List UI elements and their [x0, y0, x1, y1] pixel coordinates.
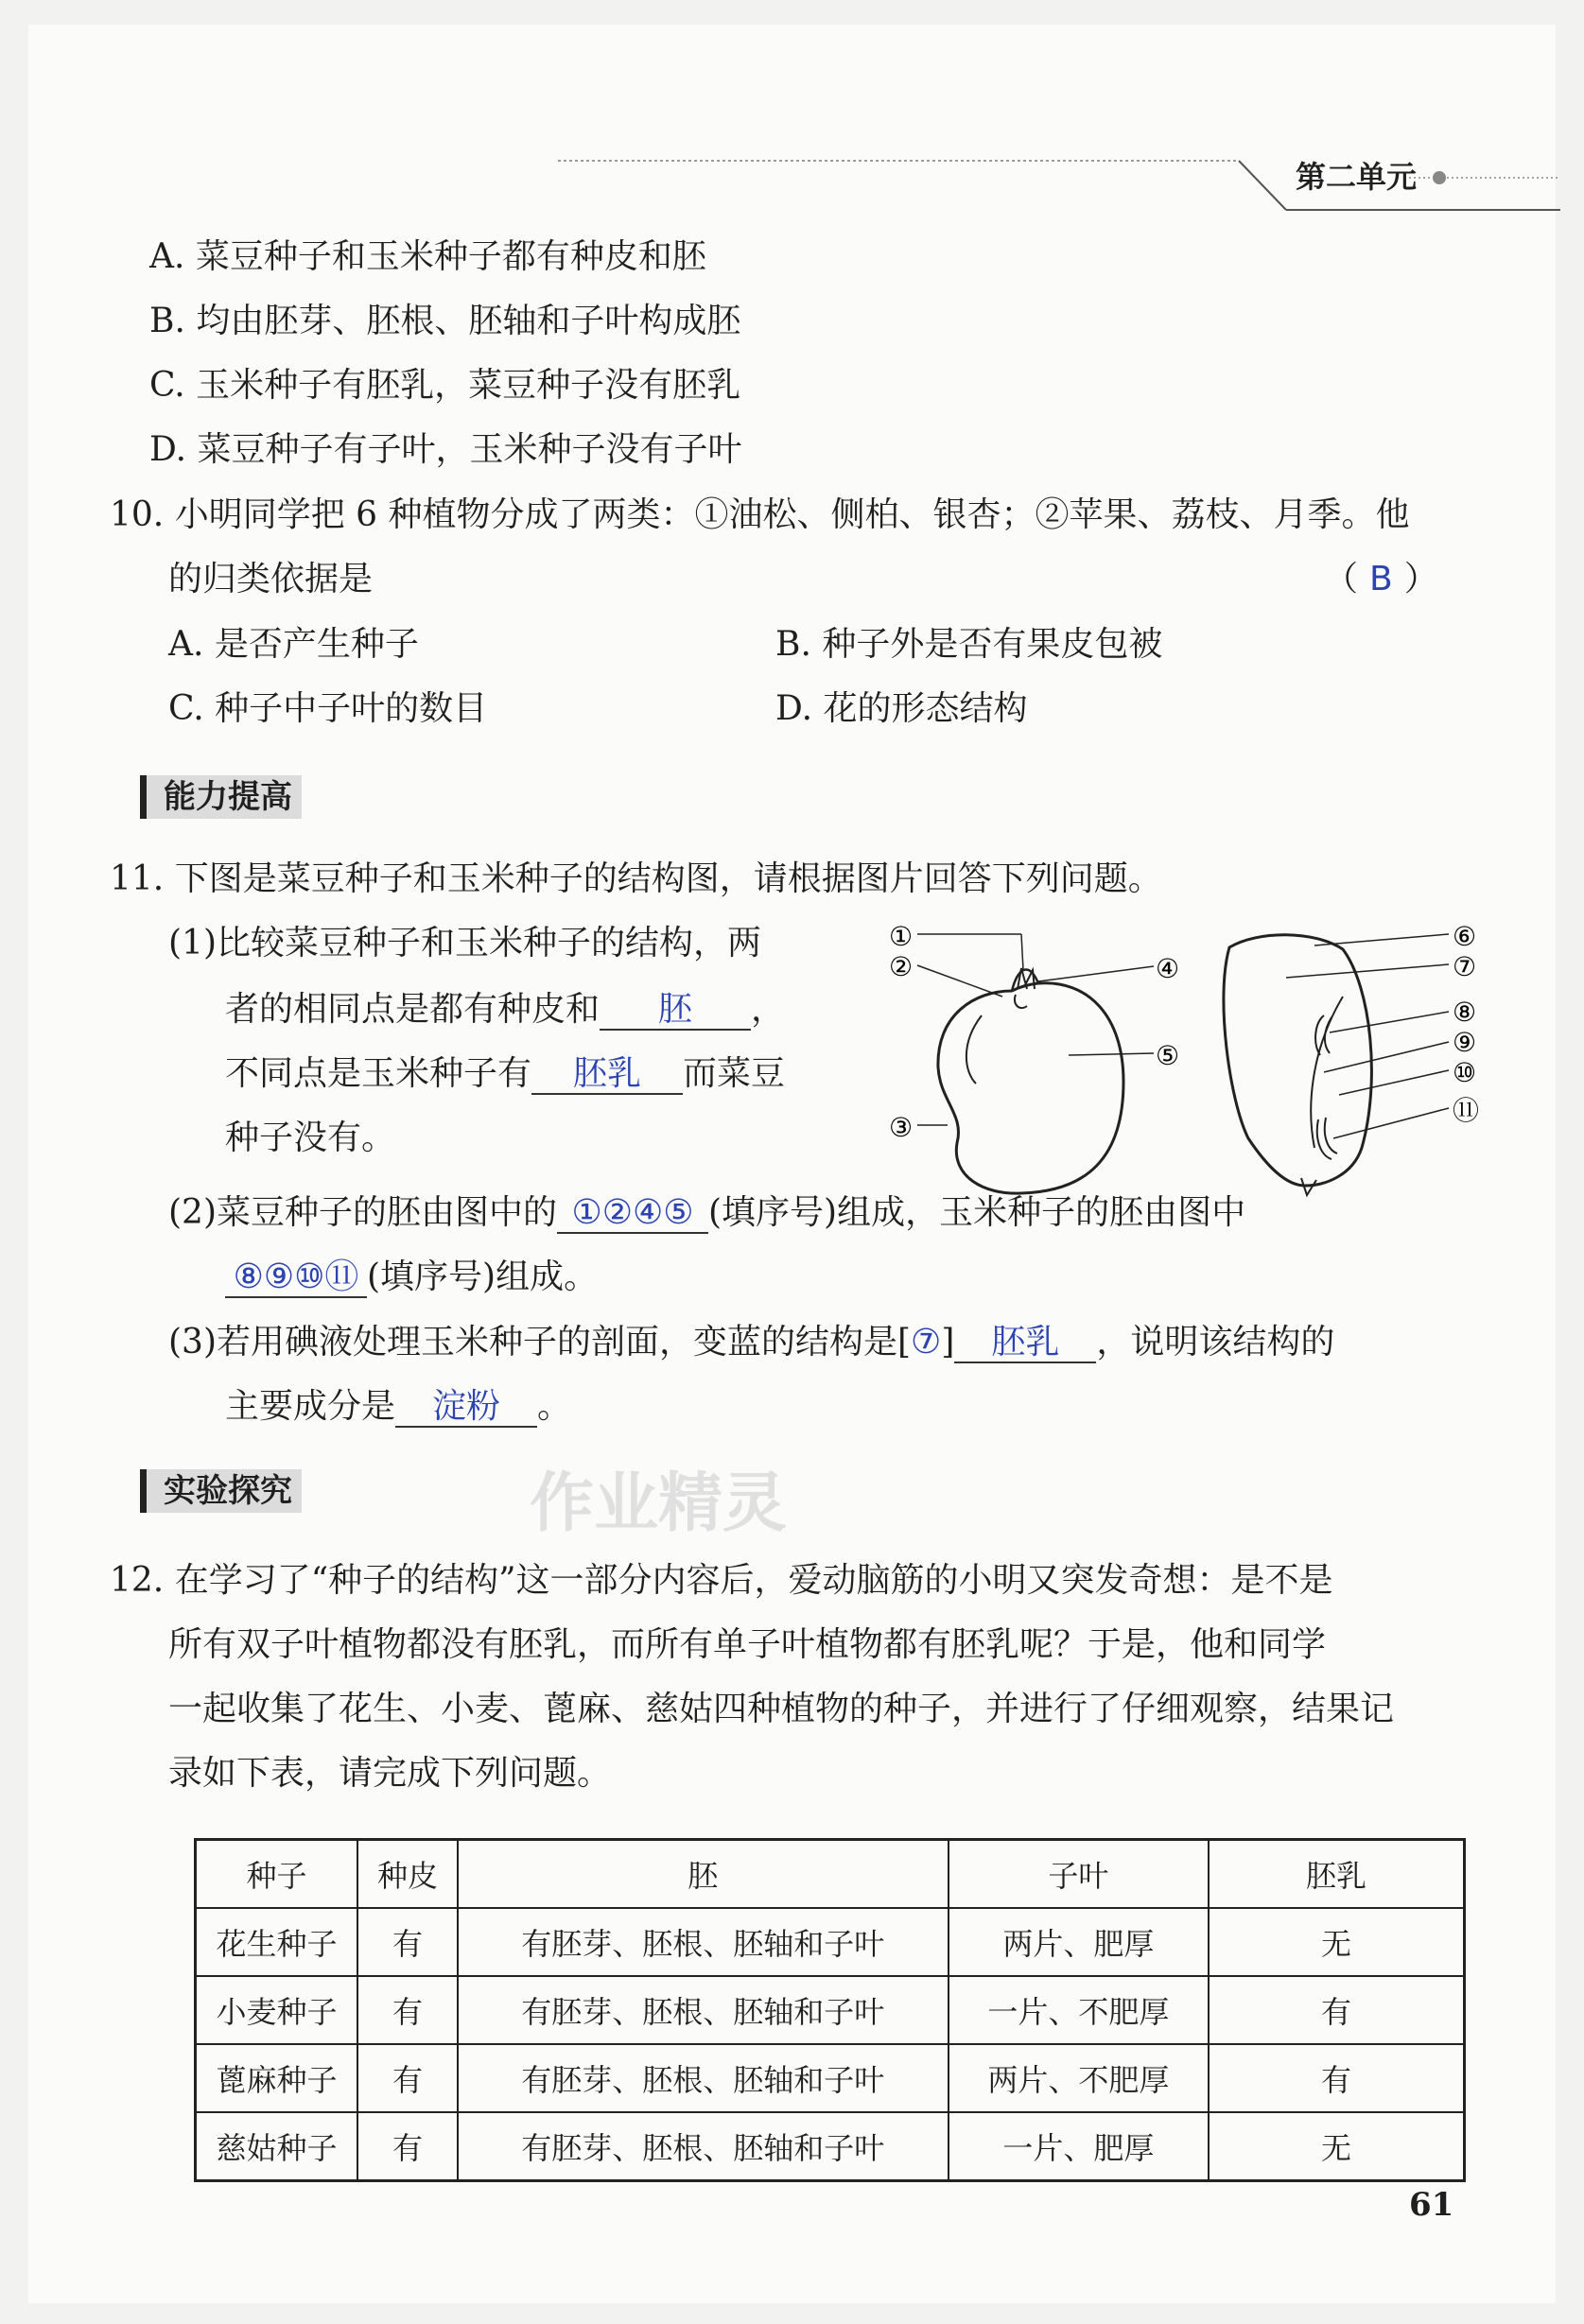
- q11-p1-line3: 不同点是玉米种子有 胚乳 而菜豆: [225, 1054, 786, 1093]
- fig-label-1: ①: [889, 921, 914, 952]
- table-cell: 一片、不肥厚: [949, 1976, 1209, 2044]
- fig-label-6: ⑥: [1453, 921, 1477, 952]
- fig-label-11: ⑪: [1453, 1095, 1480, 1126]
- table-cell: 有胚芽、胚根、胚轴和子叶: [458, 1976, 949, 2044]
- bean-seed-diagram: [917, 934, 1154, 1193]
- table-header: 胚: [458, 1840, 949, 1909]
- q11-answer-5: ⑦: [911, 1323, 942, 1361]
- q11-p2-line2: ⑧⑨⑩⑪ (填序号)组成。: [225, 1258, 598, 1298]
- section-experiment: 实验探究: [140, 1469, 302, 1513]
- q12-line3: 一起收集了花生、小麦、蓖麻、慈姑四种植物的种子，并进行了仔细观察，结果记: [168, 1690, 1395, 1728]
- q11-answer-7: 淀粉: [395, 1388, 537, 1428]
- fig-label-8: ⑧: [1453, 997, 1477, 1028]
- table-cell: 蓖麻种子: [196, 2044, 358, 2112]
- fig-label-7: ⑦: [1453, 951, 1477, 982]
- q10-answer: B: [1369, 560, 1393, 598]
- table-row: [196, 1908, 1465, 1976]
- table-cell: 有: [1209, 2044, 1464, 2112]
- q11-answer-6: 胚乳: [954, 1324, 1096, 1363]
- q11-p3-line2: 主要成分是 淀粉 。: [225, 1387, 572, 1426]
- table-cell: 无: [1209, 2112, 1464, 2181]
- table-cell: 有胚芽、胚根、胚轴和子叶: [458, 1908, 949, 1976]
- q9-option-c: C. 玉米种子有胚乳，菜豆种子没有胚乳: [149, 366, 741, 405]
- q10-option-b: B. 种子外是否有果皮包被: [775, 625, 1163, 664]
- q11-answer-3: ①②④⑤: [557, 1194, 708, 1234]
- table-header: 种子: [196, 1840, 358, 1909]
- q10-option-a: A. 是否产生种子: [168, 625, 419, 664]
- table-cell: 两片、不肥厚: [949, 2044, 1209, 2112]
- fig-label-10: ⑩: [1453, 1057, 1477, 1088]
- table-cell: 有: [357, 1976, 458, 2044]
- table-cell: 慈姑种子: [196, 2112, 358, 2181]
- q11-p1-line4: 种子没有。: [225, 1119, 396, 1157]
- table-cell: 小麦种子: [196, 1976, 358, 2044]
- q12-line4: 录如下表，请完成下列问题。: [168, 1754, 612, 1793]
- table-cell: 有: [357, 2112, 458, 2181]
- table-header: 胚乳: [1209, 1840, 1464, 1909]
- section-ability: 能力提高: [140, 775, 302, 819]
- q11-p2-line1: (2)菜豆种子的胚由图中的 ①②④⑤ (填序号)组成，玉米种子的胚由图中: [168, 1193, 1246, 1232]
- watermark: 作业精灵: [530, 1466, 788, 1541]
- q10-stem-line2: 的归类依据是: [168, 560, 374, 598]
- workbook-page: [28, 25, 1556, 2303]
- q12-line2: 所有双子叶植物都没有胚乳，而所有单子叶植物都有胚乳呢？于是，他和同学: [168, 1625, 1327, 1664]
- corn-seed-diagram: [1224, 934, 1449, 1195]
- table-row: [196, 1976, 1465, 2044]
- q9-option-d: D. 菜豆种子有子叶，玉米种子没有子叶: [149, 430, 742, 469]
- fig-label-4: ④: [1156, 953, 1180, 984]
- q11-answer-2: 胚乳: [531, 1055, 683, 1095]
- table-cell: 花生种子: [196, 1908, 358, 1976]
- table-cell: 有胚芽、胚根、胚轴和子叶: [458, 2112, 949, 2181]
- table-cell: 有: [357, 2044, 458, 2112]
- q10-option-c: C. 种子中子叶的数目: [168, 689, 488, 728]
- fig-label-5: ⑤: [1156, 1040, 1180, 1071]
- table-header: 种皮: [357, 1840, 458, 1909]
- table-cell: 无: [1209, 1908, 1464, 1976]
- seed-observation-table: [194, 1838, 1466, 2182]
- table-cell: 一片、肥厚: [949, 2112, 1209, 2181]
- q9-option-a: A. 菜豆种子和玉米种子都有种皮和胚: [149, 237, 706, 276]
- fig-label-9: ⑨: [1453, 1027, 1477, 1058]
- q10-option-d: D. 花的形态结构: [775, 689, 1028, 728]
- q11-answer-4: ⑧⑨⑩⑪: [225, 1258, 367, 1298]
- table-header-row: [196, 1840, 1465, 1909]
- q10-answer-bracket: （ B ）: [1324, 560, 1438, 598]
- fig-label-2: ②: [889, 951, 914, 982]
- q11-p3-line1: (3)若用碘液处理玉米种子的剖面，变蓝的结构是[⑦] 胚乳 ，说明该结构的: [168, 1323, 1335, 1361]
- fig-label-3: ③: [889, 1112, 914, 1143]
- q12-line1: 12. 在学习了“种子的结构”这一部分内容后，爱动脑筋的小明又突发奇想：是不是: [110, 1561, 1333, 1600]
- q9-option-b: B. 均由胚芽、胚根、胚轴和子叶构成胚: [149, 302, 741, 340]
- seed-structure-figure: [870, 911, 1494, 1200]
- unit-title: 第二单元: [1296, 159, 1418, 195]
- q11-p1-line1: (1)比较菜豆种子和玉米种子的结构，两: [168, 924, 761, 963]
- table-cell: 有: [357, 1908, 458, 1976]
- table-cell: 两片、肥厚: [949, 1908, 1209, 1976]
- q10-stem-line1: 10. 小明同学把 6 种植物分成了两类：①油松、侧柏、银杏；②苹果、荔枝、月季。他: [110, 495, 1410, 534]
- table-cell: 有胚芽、胚根、胚轴和子叶: [458, 2044, 949, 2112]
- page-number: 61: [1409, 2186, 1454, 2224]
- q11-p1-line2: 者的相同点是都有种皮和 胚 ，: [225, 990, 786, 1029]
- table-row: [196, 2112, 1465, 2181]
- table-cell: 有: [1209, 1976, 1464, 2044]
- table-row: [196, 2044, 1465, 2112]
- q11-intro: 11. 下图是菜豆种子和玉米种子的结构图，请根据图片回答下列问题。: [110, 859, 1162, 898]
- q11-answer-1: 胚: [600, 991, 751, 1031]
- table-header: 子叶: [949, 1840, 1209, 1909]
